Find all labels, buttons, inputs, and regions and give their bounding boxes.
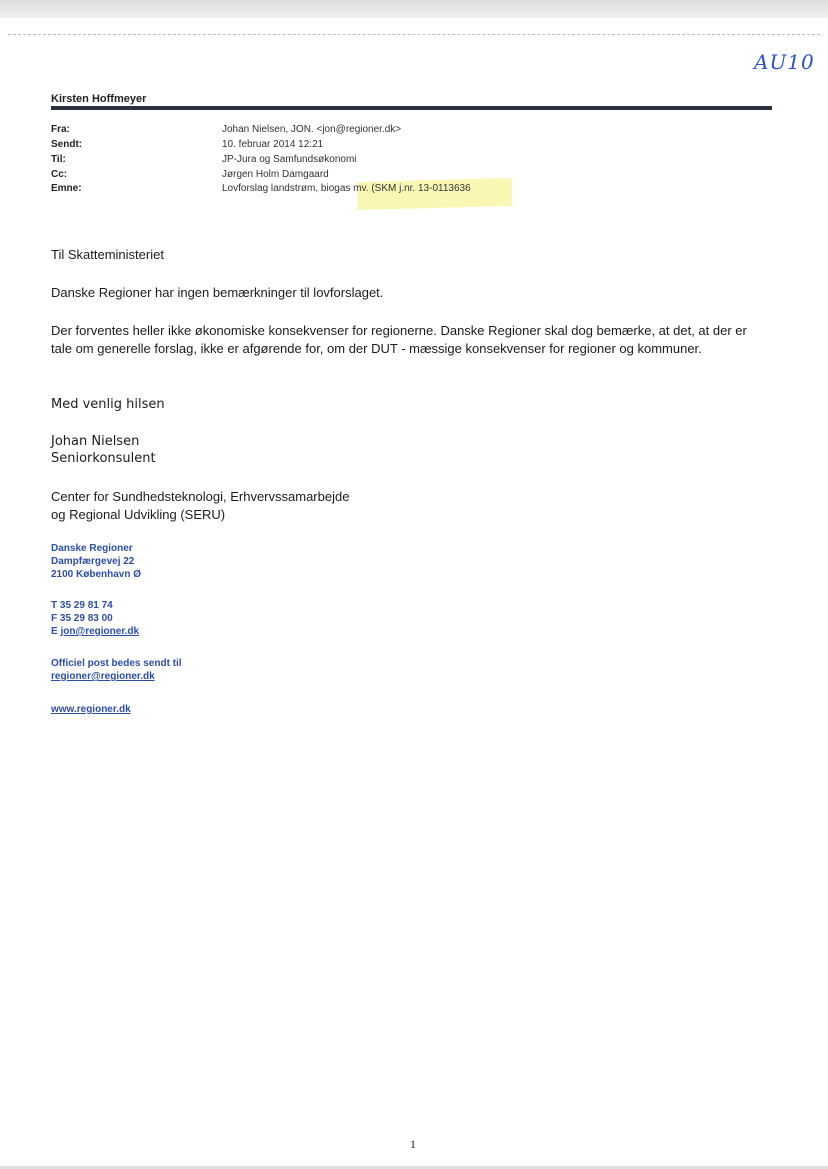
paragraph-2: Der forventes heller ikke økonomiske konsekvenser for regionerne. Danske Regioner skal dog bemærke, at det, at der er tale om generelle forslag, ikke er afgørende for, om der DUT - mæssige konsekvenser for regioner og kommuner.: [51, 323, 747, 356]
header-label: Cc:: [51, 169, 68, 180]
header-value: Lovforslag landstrøm, biogas mv. (SKM j.nr. 13-0113636: [222, 183, 471, 194]
closing: Med venlig hilsen: [51, 397, 165, 412]
official-email-link[interactable]: regioner@regioner.dk: [51, 671, 155, 682]
unit-line-2: og Regional Udvikling (SERU): [51, 507, 226, 522]
paragraph-1: Danske Regioner har ingen bemærkninger til lovforslaget.: [51, 285, 384, 300]
header-rule: [51, 106, 772, 110]
org-city: 2100 København Ø: [51, 569, 142, 580]
handwritten-annotation: AU10: [754, 50, 815, 74]
header-value: 10. februar 2014 12:21: [222, 139, 324, 150]
signature-title: Seniorkonsulent: [51, 451, 156, 466]
header-label: Emne:: [51, 183, 82, 194]
org-street: Dampfærgevej 22: [51, 556, 135, 567]
fax: F 35 29 83 00: [51, 613, 113, 624]
header-label: Fra:: [51, 124, 70, 135]
email-line: [51, 626, 139, 638]
org-name: Danske Regioner: [51, 543, 133, 554]
official-note: Officiel post bedes sendt til: [51, 658, 182, 669]
header-value: Jørgen Holm Damgaard: [222, 169, 329, 180]
scan-dashed-line: [8, 34, 820, 35]
header-value: Johan Nielsen, JON. <jon@regioner.dk>: [222, 124, 402, 135]
header-value: JP-Jura og Samfundsøkonomi: [222, 154, 357, 165]
website-link[interactable]: www.regioner.dk: [51, 704, 131, 715]
page-number: 1: [410, 1137, 416, 1151]
greeting: Til Skatteministeriet: [51, 247, 164, 262]
email-link[interactable]: jon@regioner.dk: [60, 626, 140, 637]
header-label: Til:: [51, 154, 66, 165]
email-prefix: E: [51, 626, 58, 637]
phone: T 35 29 81 74: [51, 600, 113, 611]
unit-line-1: Center for Sundhedsteknologi, Erhvervssamarbejde: [51, 489, 350, 504]
sender-name: Kirsten Hoffmeyer: [51, 93, 147, 105]
signature-name: Johan Nielsen: [51, 434, 140, 449]
scan-top-edge: [0, 0, 828, 18]
header-label: Sendt:: [51, 139, 83, 150]
